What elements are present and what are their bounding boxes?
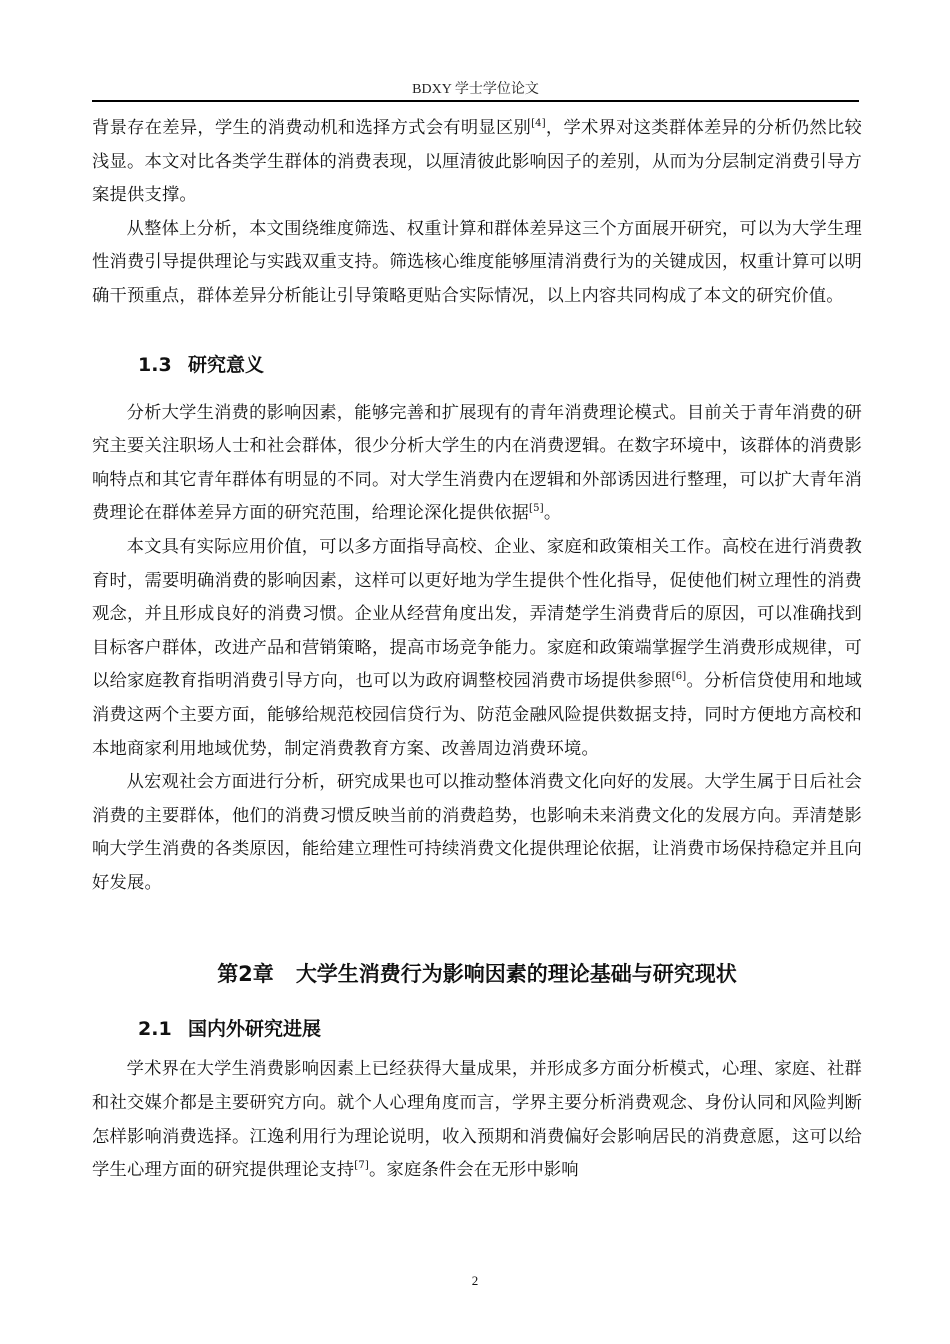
running-header: BDXY 学士学位论文 — [412, 82, 539, 97]
paragraph: 学术界在大学生消费影响因素上已经获得大量成果，并形成多方面分析模式，心理、家庭、社群和社交媒介都是主要研究方向。就个人心理角度而言，学界主要分析消费观念、身份认同和风险判断怎样影响消费选择。江逸利用行为理论说明，收入预期和消费偏好会影响居民的消费意愿，这可以给学生心理方面的研究提供理论支持[7]。家庭条件会在无形中影响 — [92, 1059, 862, 1181]
section-number: 1.3 — [138, 353, 172, 376]
section-heading-1-3 — [92, 350, 862, 377]
chapter-title: 大学生消费行为影响因素的理论基础与研究现状 — [295, 962, 737, 987]
section-title: 国内外研究进展 — [188, 1018, 322, 1041]
paragraph: 从宏观社会方面进行分析，研究成果也可以推动整体消费文化向好的发展。大学生属于日后社会消费的主要群体，他们的消费习惯反映当前的消费趋势，也影响未来消费文化的发展方向。弄清楚影响大学生消费的各类原因，能给建立理性可持续消费文化提供理论依据，让消费市场保持稳定并且向好发展。 — [92, 772, 862, 893]
citation[interactable]: [7] — [354, 1160, 369, 1172]
section-number: 2.1 — [138, 1018, 172, 1041]
paragraph: 从整体上分析，本文围绕维度筛选、权重计算和群体差异这三个方面展开研究，可以为大学生理性消费引导提供理论与实践双重支持。筛选核心维度能够厘清消费行为的关键成因，权重计算可以明确干预重点，群体差异分析能让引导策略更贴合实际情况，以上内容共同构成了本文的研究价值。 — [92, 218, 862, 306]
citation[interactable]: [5] — [529, 503, 544, 515]
paragraph-continued: 背景存在差异，学生的消费动机和选择方式会有明显区别[4]，学术界对这类群体差异的分析仍然比较浅显。本文对比各类学生群体的消费表现，以厘清彼此影响因子的差别，从而为分层制定消费引导方案提供支撑。 — [92, 118, 862, 206]
section-heading-2-1 — [92, 1014, 862, 1041]
citation[interactable]: [6] — [671, 671, 687, 683]
page-body — [92, 112, 862, 1188]
paragraph: 本文具有实际应用价值，可以多方面指导高校、企业、家庭和政策相关工作。高校在进行消费教育时，需要明确消费的影响因素，这样可以更好地为学生提供个性化指导，促使他们树立理性的消费观念，并且形成良好的消费习惯。企业从经营角度出发，弄清楚学生消费背后的原因，可以准确找到目标客户群体，改进产品和营销策略，提高市场竞争能力。家庭和政策端掌握学生消费形成规律，可以给家庭教育指明消费引导方向，也可以为政府调整校园消费市场提供参照[6]。分析信贷使用和地域消费这两个主要方面，能够给规范校园信贷行为、防范金融风险提供数据支持，同时方便地方高校和本地商家利用地域优势，制定消费教育方案、改善周边消费环境。 — [92, 536, 862, 759]
header-rule — [92, 100, 859, 102]
citation[interactable]: [4] — [531, 118, 546, 129]
section-title: 研究意义 — [188, 353, 265, 376]
page-number: 2 — [471, 1273, 479, 1288]
chapter-number: 第2章 — [217, 962, 274, 987]
chapter-heading — [92, 958, 862, 988]
paragraph: 分析大学生消费的影响因素，能够完善和扩展现有的青年消费理论模式。目前关于青年消费的研究主要关注职场人士和社会群体，很少分析大学生的内在消费逻辑。在数字环境中，该群体的消费影响特点和其它青年群体有明显的不同。对大学生消费内在逻辑和外部诱因进行整理，可以扩大青年消费理论在群体差异方面的研究范围，给理论深化提供依据[5]。 — [92, 402, 862, 524]
